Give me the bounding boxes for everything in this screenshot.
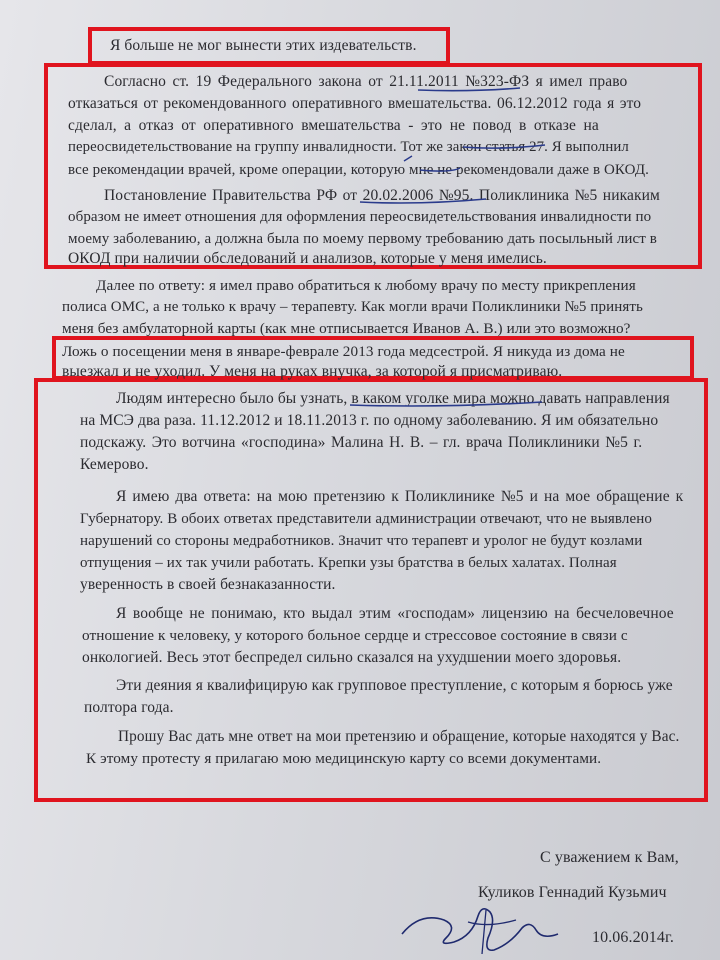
closing-line: С уважением к Вам, (540, 849, 679, 866)
doc-line: Я имею два ответа: на мою претензию к Поликлинике №5 и на мое обращение к (116, 488, 684, 505)
doc-line: сделал, а отказ от оперативного вмешательства - это не повод в отказе на (68, 117, 599, 134)
doc-line: Людям интересно было бы узнать, в каком уголке мира можно давать направления (116, 390, 670, 407)
doc-line: переосвидетельствование на группу инвалидности. Тот же закон статья 27. Я выполнил (68, 139, 629, 155)
document-date: 10.06.2014г. (592, 929, 674, 946)
doc-line: на МСЭ два раза. 11.12.2012 и 18.11.2013 г. по одному заболеванию. Я им обязательно (80, 412, 659, 429)
signature-icon (398, 898, 598, 958)
doc-line: полтора года. (84, 699, 174, 716)
doc-line: Согласно ст. 19 Федерального закона от 21.11.2011 №323-ФЗ я имел право (104, 73, 628, 90)
author-name: Куликов Геннадий Кузьмич (478, 884, 667, 901)
doc-line: образом не имеет отношения для оформления переосвидетельствования инвалидности по (68, 209, 652, 225)
doc-line: выезжал и не уходил. У меня на руках внучка, за которой я присматриваю. (62, 363, 563, 380)
doc-line: нарушений со стороны медработников. Значит что терапевт и уролог не будут козлами (80, 533, 643, 549)
doc-line: Эти деяния я квалифицирую как групповое преступление, с которым я борюсь уже (116, 677, 673, 694)
doc-line: отношение к человеку, у которого больное сердце и стрессовое состояние в связи с (82, 627, 628, 644)
doc-line: уверенность в своей безнаказанности. (80, 576, 336, 593)
doc-line: Кемерово. (80, 456, 149, 473)
doc-line: Ложь о посещении меня в январе-феврале 2013 года медсестрой. Я никуда из дома не (62, 343, 625, 360)
doc-line: меня без амбулаторной карты (как мне отписывается Иванов А. В.) или это возможно? (62, 320, 631, 337)
doc-line: моему заболеванию, а должна была по моему первому требованию дать посыльный лист в (68, 231, 657, 247)
doc-line: Я больше не мог вынести этих издевательств. (110, 37, 417, 54)
doc-line: Прошу Вас дать мне ответ на мои претензию и обращение, которые находятся у Вас. (118, 728, 680, 745)
doc-line: Я вообще не понимаю, кто выдал этим «господам» лицензию на бесчеловечное (116, 605, 674, 622)
doc-line: онкологией. Весь этот беспредел сильно сказался на ухудшении моего здоровья. (82, 649, 622, 666)
doc-line: ОКОД при наличии обследований и анализов, которые у меня имелись. (68, 250, 547, 267)
doc-line: все рекомендации врачей, кроме операции, которую мне не рекомендовали даже в ОКОД. (68, 162, 650, 178)
doc-line: полиса ОМС, а не только к врачу – терапевту. Как могли врачи Поликлиники №5 принять (62, 299, 643, 315)
doc-line: отказаться от рекомендованного оперативного вмешательства. 06.12.2012 года я это (68, 95, 642, 112)
doc-line: Губернатору. В обоих ответах представители администрации отвечают, что не выявлено (80, 511, 652, 527)
doc-line: подскажу. Это вотчина «господина» Малина Н. В. – гл. врача Поликлиники №5 г. (80, 434, 643, 451)
doc-line: отпущения – их так учили работать. Крепки узы братства в белых халатах. Полная (80, 555, 617, 571)
doc-line: Постановление Правительства РФ от 20.02.2006 №95. Поликлиника №5 никаким (104, 187, 660, 204)
doc-line: Далее по ответу: я имел право обратиться к любому врачу по месту прикрепления (96, 277, 636, 294)
doc-line: К этому протесту я прилагаю мою медицинскую карту со всеми документами. (86, 750, 602, 767)
